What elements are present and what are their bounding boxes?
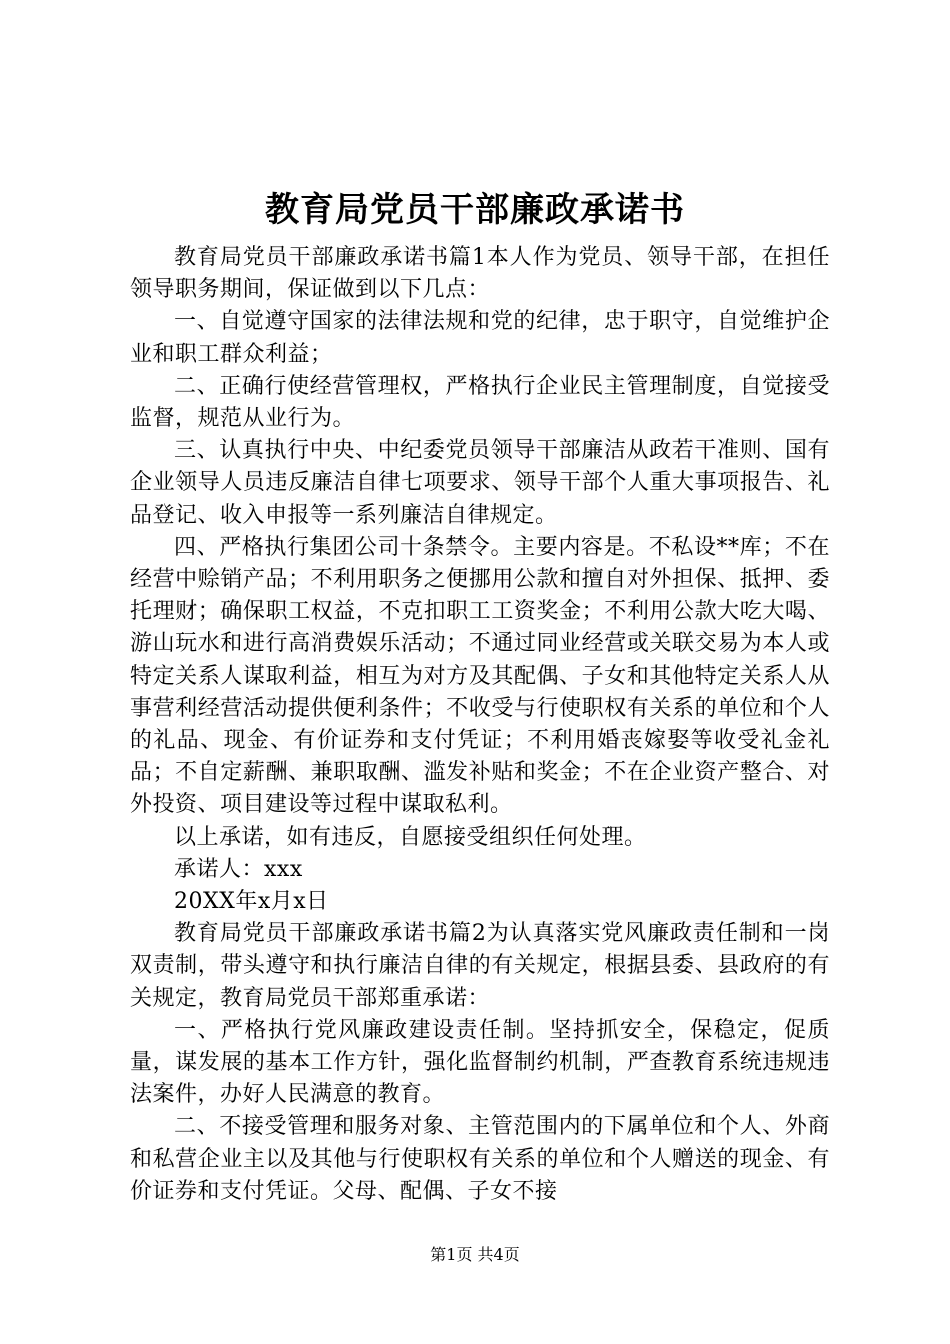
date-line: 20XX年x月x日 — [174, 889, 329, 915]
paragraph: 二、不接受管理和服务对象、主管范围内的下属单位和个人、外商和私营企业主以及其他与行使职权有关系的单位和个人赠送的现金、有价证券和支付凭证。父母、配偶、子女不接 — [130, 1114, 830, 1204]
paragraph: 四、严格执行集团公司十条禁令。主要内容是。不私设**库；不在经营中赊销产品；不利用职务之便挪用公款和擅自对外担保、抵押、委托理财；确保职工权益，不克扣职工工资奖金；不利用公款大吃大喝、游山玩水和进行高消费娱乐活动；不通过同业经营或关联交易为本人或特定关系人谋取利益，相互为对方及其配偶、子女和其他特定关系人从事营利经营活动提供便利条件；不收受与行使职权有关系的单位和个人的礼品、现金、有价证券和支付凭证；不利用婚丧嫁娶等收受礼金礼品；不自定薪酬、兼职取酬、滥发补贴和奖金；不在企业资产整合、对外投资、项目建设等过程中谋取私利。 — [130, 534, 830, 818]
document-title: 教育局党员干部廉政承诺书 — [265, 190, 685, 230]
page-footer: 第1页 共4页 — [430, 1245, 520, 1264]
signatory-line: 承诺人：xxx — [174, 856, 303, 882]
paragraph: 教育局党员干部廉政承诺书篇1本人作为党员、领导干部，在担任领导职务期间，保证做到以下几点： — [130, 245, 830, 303]
paragraph: 教育局党员干部廉政承诺书篇2为认真落实党风廉政责任制和一岗双责制，带头遵守和执行廉洁自律的有关规定，根据县委、县政府的有关规定，教育局党员干部郑重承诺： — [130, 921, 830, 1011]
paragraph: 二、正确行使经营管理权，严格执行企业民主管理制度，自觉接受监督，规范从业行为。 — [130, 373, 830, 432]
paragraph: 以上承诺，如有违反，自愿接受组织任何处理。 — [174, 824, 647, 850]
paragraph: 三、认真执行中央、中纪委党员领导干部廉洁从政若干准则、国有企业领导人员违反廉洁自律七项要求、领导干部个人重大事项报告、礼品登记、收入申报等一系列廉洁自律规定。 — [130, 438, 830, 528]
paragraph: 一、自觉遵守国家的法律法规和党的纪律，忠于职守，自觉维护企业和职工群众利益； — [130, 309, 830, 367]
document-body — [130, 242, 830, 1208]
paragraph: 一、严格执行党风廉政建设责任制。坚持抓安全，保稳定，促质量，谋发展的基本工作方针，强化监督制约机制，严查教育系统违规违法案件，办好人民满意的教育。 — [130, 1017, 830, 1108]
